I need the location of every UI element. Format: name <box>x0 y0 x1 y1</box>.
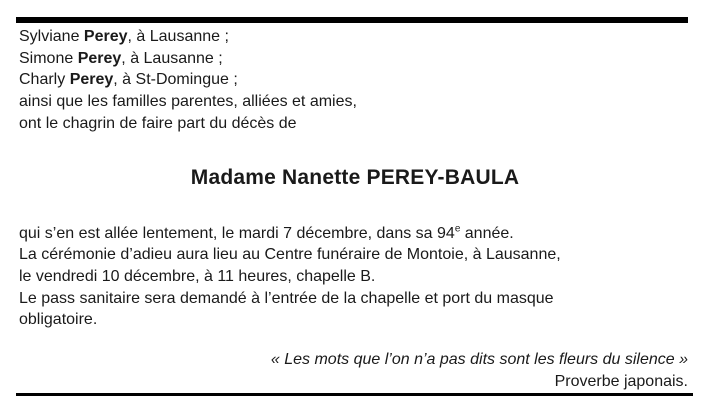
body-line-text: Le pass sanitaire sera demandé à l’entrée de la chapelle et port du masque <box>19 289 554 307</box>
body-line-text: La cérémonie d’adieu aura lieu au Centre funéraire de Montoie, à Lausanne, <box>19 246 561 264</box>
body-line-text: le vendredi 10 décembre, à 11 heures, chapelle B. <box>19 267 376 285</box>
intro-line <box>19 69 690 91</box>
intro-line-text: ont le chagrin de faire part du décès de <box>19 114 297 132</box>
body-line-text: obligatoire. <box>19 311 98 329</box>
intro-line-text: Simone <box>19 49 78 67</box>
ceremony-details <box>19 223 690 332</box>
family-intro <box>19 26 690 135</box>
body-line-text: année. <box>460 224 514 242</box>
intro-line-text: Charly <box>19 71 70 89</box>
intro-line <box>19 26 690 48</box>
intro-line-text: ainsi que les familles parentes, alliées et amies, <box>19 93 357 111</box>
bottom-rule <box>16 393 693 396</box>
family-surname: Perey <box>77 49 122 67</box>
body-line <box>19 288 690 310</box>
ordinal-superscript: e <box>454 223 461 235</box>
quote-attribution: Proverbe japonais. <box>554 372 688 390</box>
quote-text: « Les mots que l’on n’a pas dits sont les fleurs du silence » <box>270 351 688 369</box>
body-line-text: qui s’en est allée lentement, le mardi 7 décembre, dans sa 94 <box>19 224 455 242</box>
intro-line-text: , à St-Domingue ; <box>113 71 238 89</box>
intro-line <box>19 48 690 70</box>
quote-block <box>0 349 710 392</box>
body-line <box>19 309 690 331</box>
intro-line <box>19 113 690 135</box>
body-line <box>19 223 690 245</box>
intro-line <box>19 91 690 113</box>
top-rule <box>16 17 688 23</box>
intro-line-text: Sylviane <box>19 28 84 45</box>
deceased-name: Madame Nanette PEREY-BAULA <box>190 165 520 189</box>
intro-line-text: , à Lausanne ; <box>121 49 223 67</box>
body-line <box>19 266 690 288</box>
body-line <box>19 244 690 266</box>
family-surname: Perey <box>69 71 114 89</box>
intro-line-text: , à Lausanne ; <box>127 28 229 45</box>
family-surname: Perey <box>83 28 128 45</box>
